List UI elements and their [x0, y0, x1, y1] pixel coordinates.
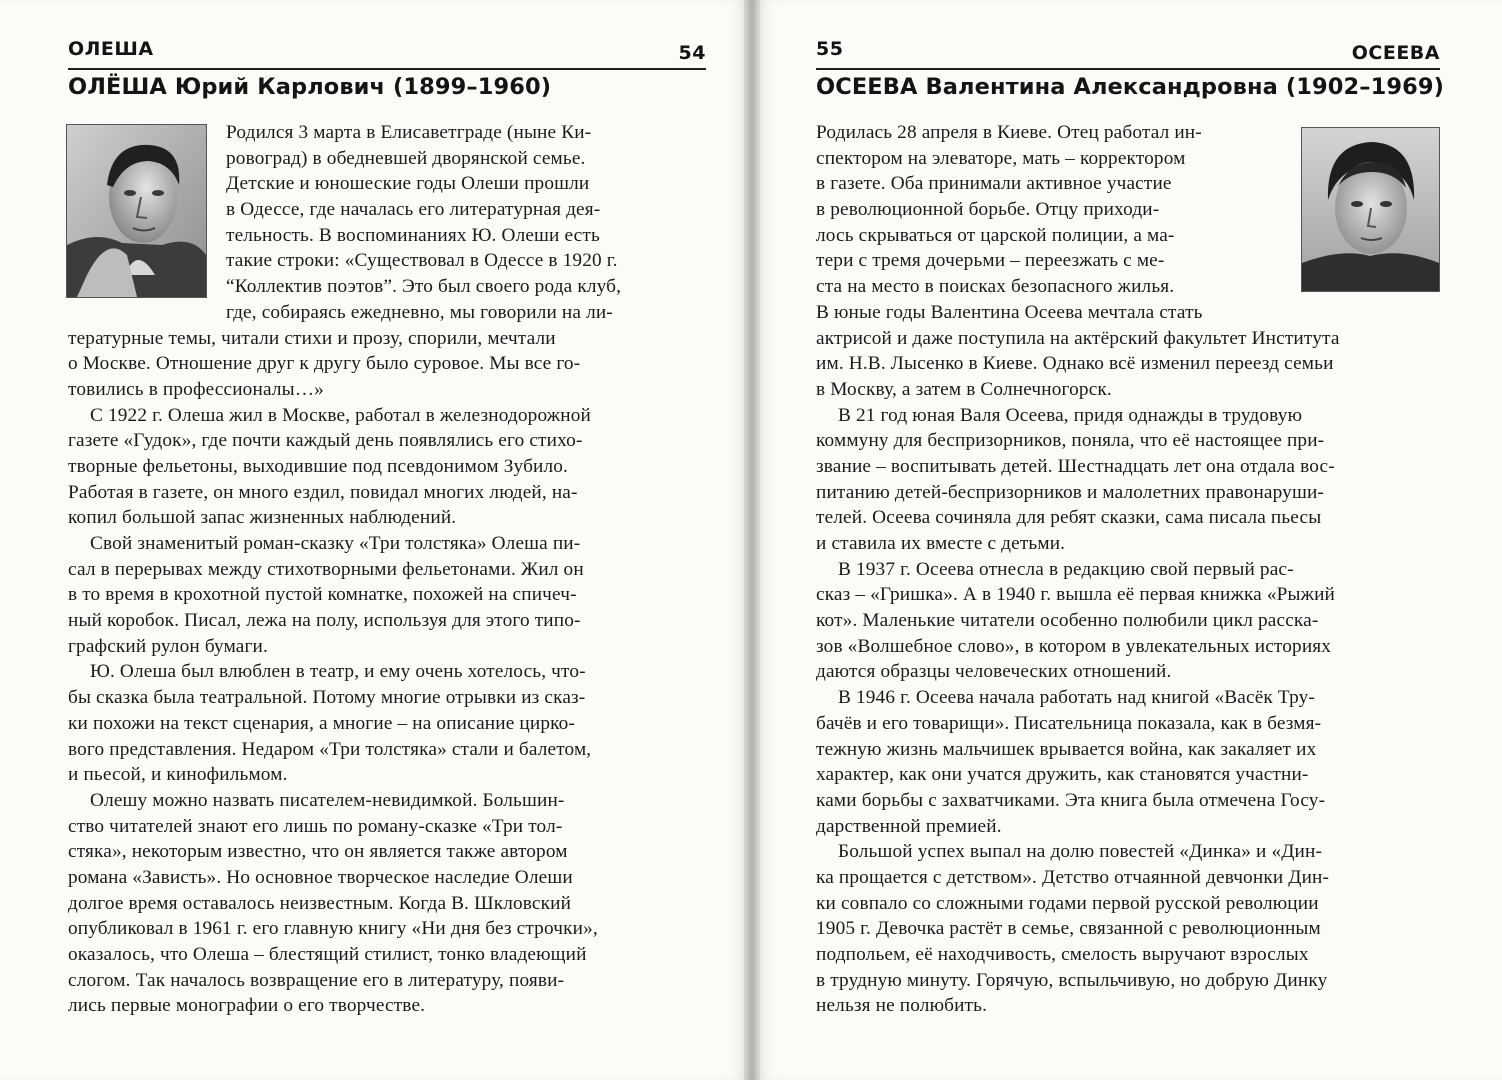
- page-number: 54: [678, 42, 706, 64]
- text-line: и пьесой, и кинофильмом.: [68, 764, 288, 786]
- text-line: творные фельетоны, выходившие под псевдонимом Зубило.: [68, 455, 569, 477]
- text-line: коммуну для беспризорников, поняла, что её настоящее при-: [816, 430, 1325, 452]
- text-line: о Москве. Отношение друг к другу было суровое. Мы все го-: [68, 353, 581, 375]
- book-gutter: [744, 0, 760, 1080]
- text-line: тельность. В воспоминаниях Ю. Олеши есть: [226, 224, 600, 246]
- text-line: Детские и юношеские годы Олеши прошли: [226, 173, 590, 195]
- text-line: Ю. Олеша был влюблен в театр, и ему очень хотелось, что-: [90, 661, 586, 683]
- text-line: копил большой запас жизненных наблюдений.: [68, 507, 457, 529]
- text-line: в то время в крохотной пустой комнатке, похожей на спичеч-: [68, 584, 577, 606]
- text-line: долгое время оставалось неизвестным. Когда В. Шкловский: [68, 892, 572, 914]
- text-line: оказалось, что Олеша – блестящий стилист, тонко владеющий: [68, 944, 587, 965]
- text-line: тежную жизнь мальчишек врывается война, как закаляет их: [816, 738, 1317, 760]
- text-line: В 21 год юная Валя Осеева, придя однажды в трудовую: [838, 404, 1303, 426]
- text-line: телей. Осеева сочиняла для ребят сказки, сама писала пьесы: [816, 507, 1322, 529]
- text-line: ка прощается с детством». Детство отчаянной девчонки Дин-: [816, 866, 1330, 888]
- text-line: романа «Зависть». Но основное творческое наследие Олеши: [68, 866, 573, 888]
- text-line: стяка», некоторым известно, что он является также автором: [68, 841, 568, 863]
- text-line: В 1946 г. Осеева начала работать над книгой «Васёк Тру-: [838, 687, 1316, 709]
- text-line: С 1922 г. Олеша жил в Москве, работал в железнодорожной: [90, 404, 591, 426]
- text-line: им. Н.В. Лысенко в Киеве. Однако всё изменил переезд семьи: [816, 353, 1334, 375]
- text-line: товились в профессионалы…»: [68, 378, 324, 400]
- right-page: [752, 0, 1502, 1080]
- text-line: Большой успех выпал на долю повестей «Динка» и «Дин-: [838, 841, 1323, 863]
- text-line: в Одессе, где началась его литературная дея-: [226, 199, 601, 221]
- text-line: бы сказка была театральной. Потому многие отрывки из сказ-: [68, 687, 586, 709]
- text-line: тературные темы, читали стихи и прозу, спорили, мечтали: [68, 327, 556, 349]
- text-line: звание – воспитывать детей. Шестнадцать лет она отдала вос-: [816, 455, 1335, 477]
- page-number: 55: [816, 38, 844, 60]
- text-line: тери с тремя дочерьми – переезжать с ме-: [816, 250, 1165, 272]
- text-line: сказ – «Гришка». А в 1940 г. вышла её первая книжка «Рыжий: [816, 584, 1336, 606]
- text-line: вого представления. Недаром «Три толстяка» стали и балетом,: [68, 738, 592, 760]
- text-line: подпольем, её находчивость, смелость выручают взрослых: [816, 944, 1309, 965]
- text-line: ровоград) в обедневшей дворянской семье.: [226, 147, 586, 169]
- text-line: “Коллектив поэтов”. Это был своего рода клуб,: [226, 276, 622, 298]
- header-rule: [68, 68, 706, 70]
- text-line: Работая в газете, он много ездил, повидал многих людей, на-: [68, 481, 578, 503]
- text-line: питанию детей-беспризорников и малолетних правонаруши-: [816, 481, 1324, 503]
- text-line: ста на место в поисках безопасного жилья.: [816, 276, 1175, 298]
- running-head: [816, 36, 1440, 66]
- article-title: ОЛЁША Юрий Карлович (1899–1960): [68, 74, 552, 100]
- text-line: где, собираясь ежедневно, мы говорили на ли-: [226, 301, 613, 323]
- text-line: актрисой и даже поступила на актёрский факультет Института: [816, 327, 1340, 349]
- article-body: [816, 120, 1442, 1019]
- text-line: ный коробок. Писал, лежа на полу, используя для этого типо-: [68, 610, 581, 632]
- text-line: ки совпало со сложными годами первой русской революции: [816, 892, 1319, 914]
- text-line: графский рулон бумаги.: [68, 635, 268, 657]
- text-line: в Москву, а затем в Солнечногорск.: [816, 378, 1112, 400]
- text-line: и ставила их вместе с детьми.: [816, 533, 1066, 554]
- text-line: 1905 г. Девочка растёт в семье, связанной с революционным: [816, 918, 1321, 940]
- text-line: Свой знаменитый роман-сказку «Три толстяка» Олеша пи-: [90, 533, 581, 554]
- text-line: ство читателей знают его лишь по роману-сказке «Три тол-: [68, 815, 563, 837]
- running-head-title: ОСЕЕВА: [1351, 42, 1440, 64]
- text-line: газете «Гудок», где почти каждый день появлялись его стихо-: [68, 430, 583, 452]
- text-line: нельзя не полюбить.: [816, 995, 988, 1017]
- text-line: даются образцы человеческих отношений.: [816, 661, 1172, 683]
- text-line: сал в перерывах между стихотворными фельетонами. Жил он: [68, 558, 584, 580]
- text-line: ками борьбы с захватчиками. Эта книга была отмечена Госу-: [816, 789, 1326, 811]
- header-rule: [816, 68, 1440, 70]
- text-line: спектором на элеваторе, мать – корректором: [816, 147, 1186, 169]
- text-line: в революционной борьбе. Отцу приходи-: [816, 199, 1160, 221]
- text-line: дарственной премией.: [816, 815, 1002, 837]
- text-line: ки похожи на текст сценария, а многие – на описание цирко-: [68, 712, 576, 734]
- text-line: лись первые монографии о его творчестве.: [68, 995, 426, 1017]
- text-line: в газете. Оба принимали активное участие: [816, 173, 1172, 195]
- text-line: Олешу можно назвать писателем-невидимкой. Большин-: [90, 789, 565, 811]
- running-head-title: ОЛЕША: [68, 38, 154, 60]
- text-line: слогом. Так началось возвращение его в литературу, появи-: [68, 969, 565, 991]
- text-line: опубликовал в 1961 г. его главную книгу «Ни дня без строчки»,: [68, 918, 598, 940]
- running-head: [68, 36, 706, 66]
- text-line: зов «Волшебное слово», в котором в увлекательных историях: [816, 635, 1332, 657]
- article-body: [68, 120, 702, 1019]
- text-line: в трудную минуту. Горячую, вспыльчивую, но добрую Динку: [816, 969, 1328, 991]
- text-line: кот». Маленькие читатели особенно полюбили цикл расска-: [816, 610, 1319, 632]
- text-line: В юные годы Валентина Осеева мечтала стать: [816, 301, 1203, 323]
- text-line: Родилась 28 апреля в Киеве. Отец работал ин-: [816, 122, 1202, 143]
- text-line: лось скрываться от царской полиции, а ма-: [816, 224, 1175, 246]
- text-line: Родился 3 марта в Елисаветграде (ныне Ки-: [226, 122, 592, 143]
- text-line: такие строки: «Существовал в Одессе в 1920 г.: [226, 250, 618, 272]
- text-line: характер, как они учатся дружить, как становятся участни-: [816, 764, 1309, 786]
- text-line: В 1937 г. Осеева отнесла в редакцию свой первый рас-: [838, 558, 1294, 580]
- text-line: бачёв и его товарищи». Писательница показала, как в безмя-: [816, 712, 1322, 734]
- article-title: ОСЕЕВА Валентина Александровна (1902–1969): [816, 74, 1445, 100]
